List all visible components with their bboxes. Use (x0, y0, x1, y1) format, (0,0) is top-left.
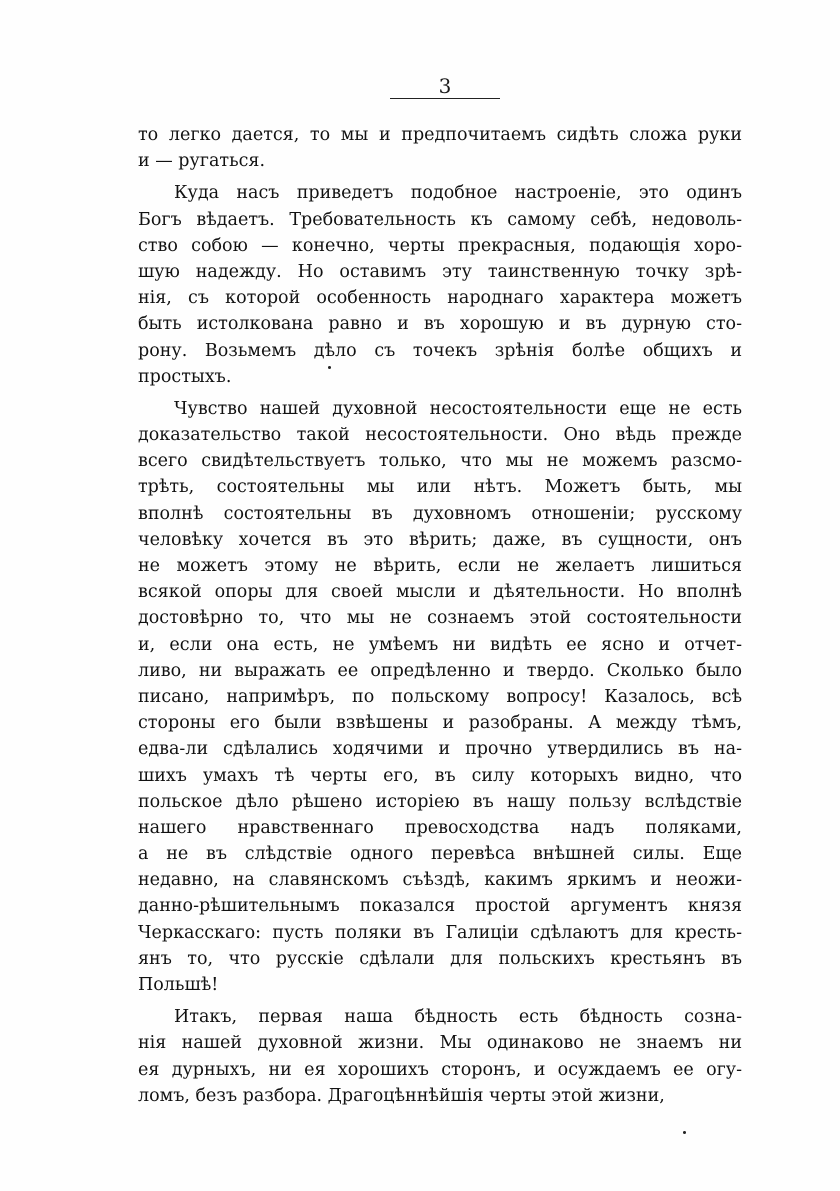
text-line: Чувство нашей духовной несостоятельности еще не есть (174, 398, 742, 419)
paragraph (138, 1004, 742, 1109)
text-line: всякой опоры для своей мысли и дѣятельности. Но вполнѣ (138, 582, 742, 603)
paragraph (138, 180, 742, 390)
text-line: не можетъ этому не вѣрить, если не желаетъ лишиться (138, 556, 742, 576)
text-line: нашего нравственнаго превосходства надъ поляками, (138, 817, 742, 838)
print-speck (683, 1131, 686, 1134)
text-line: янъ то, что русскіе сдѣлали для польскихъ крестьянъ въ (138, 948, 742, 969)
text-line: и — ругаться. (138, 151, 266, 172)
text-line: простыхъ. (138, 366, 232, 387)
text-line: то легко дается, то мы и предпочитаемъ сидѣть сложа руки (138, 125, 742, 145)
text-line: доказательство такой несостоятельности. Оно вѣдь прежде (138, 425, 742, 446)
text-line: Богъ вѣдаетъ. Требовательность къ самому себѣ, недоволь- (138, 209, 742, 230)
text-line: Итакъ, первая наша бѣдность есть бѣдность созна- (174, 1007, 742, 1028)
text-line: Польшѣ! (138, 975, 219, 995)
text-line: вполнѣ состоятельны въ духовномъ отношеніи; русскому (138, 503, 742, 524)
text-line: ломъ, безъ разбора. Драгоцѣннѣйшія черты этой жизни, (138, 1085, 665, 1106)
text-line: Черкасскаго: пусть поляки въ Галиціи сдѣлаютъ для кресть- (138, 922, 742, 943)
print-speck (328, 366, 331, 369)
text-line: и, если она есть, не умѣемъ ни видѣть ее ясно и отчет- (138, 634, 742, 655)
paragraph (138, 122, 742, 174)
text-line: а не въ слѣдствіе одного перевѣса внѣшней силы. Еще (138, 844, 742, 865)
text-line: шихъ умахъ тѣ черты его, въ силу которыхъ видно, что (138, 765, 742, 786)
text-line: рону. Возьмемъ дѣло съ точекъ зрѣнія болѣе общихъ и (138, 340, 742, 361)
text-line: ливо, ни выражать ее опредѣленно и твердо. Сколько было (138, 660, 742, 681)
page-number: 3 (438, 74, 452, 98)
text-line: быть истолкована равно и въ хорошую и въ дурную сто- (138, 314, 742, 335)
text-line: нія нашей духовной жизни. Мы одинаково не знаемъ ни (138, 1033, 742, 1054)
text-line: данно-рѣшительнымъ показался простой аргументъ князя (138, 896, 742, 917)
text-line: Куда насъ приведетъ подобное настроеніе, это одинъ (174, 183, 742, 204)
text-line: нія, съ которой особенность народнаго характера можетъ (138, 288, 742, 309)
text-line: ство собою — конечно, черты прекрасныя, подающія хоро- (138, 235, 742, 256)
text-line: шую надежду. Но оставимъ эту таинственную точку зрѣ- (138, 261, 742, 282)
text-line: стороны его были взвѣшены и разобраны. А между тѣмъ, (138, 713, 742, 734)
text-line: писано, напримѣръ, по польскому вопросу! Казалось, всѣ (138, 686, 742, 707)
paragraph (138, 396, 742, 998)
text-line: едва-ли сдѣлались ходячими и прочно утвердились въ на- (138, 739, 742, 760)
text-line: всего свидѣтельствуетъ только, что мы не можемъ разсмо- (138, 451, 742, 472)
text-line: ея дурныхъ, ни ея хорошихъ сторонъ, и осуждаемъ ее огу- (138, 1059, 742, 1080)
header-rule (390, 98, 500, 99)
text-line: достовѣрно то, что мы не сознаемъ этой состоятельности (138, 608, 742, 629)
text-line: польское дѣло рѣшено исторіею въ нашу пользу вслѣдствіе (138, 791, 742, 812)
text-line: трѣть, состоятельны мы или нѣтъ. Можетъ быть, мы (138, 477, 742, 498)
body-text (138, 122, 742, 1109)
text-line: человѣку хочется въ это вѣрить; даже, въ сущности, онъ (138, 529, 742, 550)
text-line: недавно, на славянскомъ съѣздѣ, какимъ яркимъ и неожи- (138, 870, 742, 891)
